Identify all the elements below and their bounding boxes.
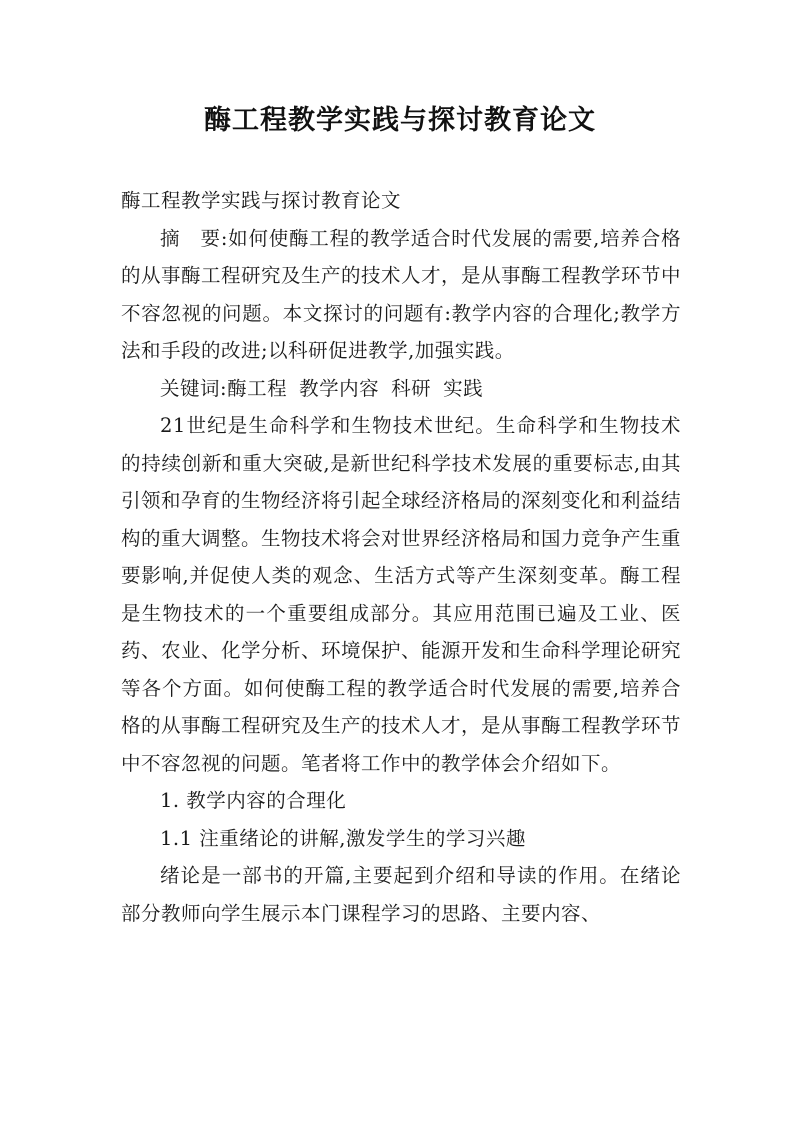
document-title: 酶工程教学实践与探讨教育论文 [204, 105, 596, 136]
body-paragraph: 绪论是一部书的开篇,主要起到介绍和导读的作用。在绪论部分教师向学生展示本门课程学习的思路、主要内容、 [121, 864, 681, 925]
keyword-item: 酶工程 [227, 376, 288, 400]
keyword-item: 教学内容 [299, 376, 380, 400]
document-body [121, 182, 681, 932]
keyword-item: 科研 [391, 376, 432, 400]
keywords-label: 关键词: [160, 376, 228, 400]
keyword-item: 实践 [443, 376, 484, 400]
section-heading: 1. 教学内容的合理化 [160, 789, 347, 812]
keywords-line [121, 370, 681, 408]
document-subtitle: 酶工程教学实践与探讨教育论文 [121, 189, 402, 212]
subsection-heading: 1.1 注重绪论的讲解,激发学生的学习兴趣 [160, 826, 526, 850]
abstract-paragraph: 摘 要:如何使酶工程的教学适合时代发展的需要,培养合格的从事酶工程研究及生产的技术人才，是从事酶工程教学环节中不容忽视的问题。本文探讨的问题有:教学内容的合理化;教学方法和手段的改进;以科研促进教学,加强实践。 [121, 226, 682, 362]
intro-paragraph: 21世纪是生命科学和生物技术世纪。生命科学和生物技术的持续创新和重大突破,是新世纪科学技术发展的重要标志,由其引领和孕育的生物经济将引起全球经济格局的深刻变化和利益结构的重大调整。生物技术将会对世界经济格局和国力竞争产生重要影响,并促使人类的观念、生活方式等产生深刻变革。酶工程是生物技术的一个重要组成部分。其应用范围已遍及工业、医药、农业、化学分析、环境保护、能源开发和生命科学理论研究等各个方面。如何使酶工程的教学适合时代发展的需要,培养合格的从事酶工程研究及生产的技术人才，是从事酶工程教学环节中不容忽视的问题。笔者将工作中的教学体会介绍如下。 [121, 414, 682, 775]
